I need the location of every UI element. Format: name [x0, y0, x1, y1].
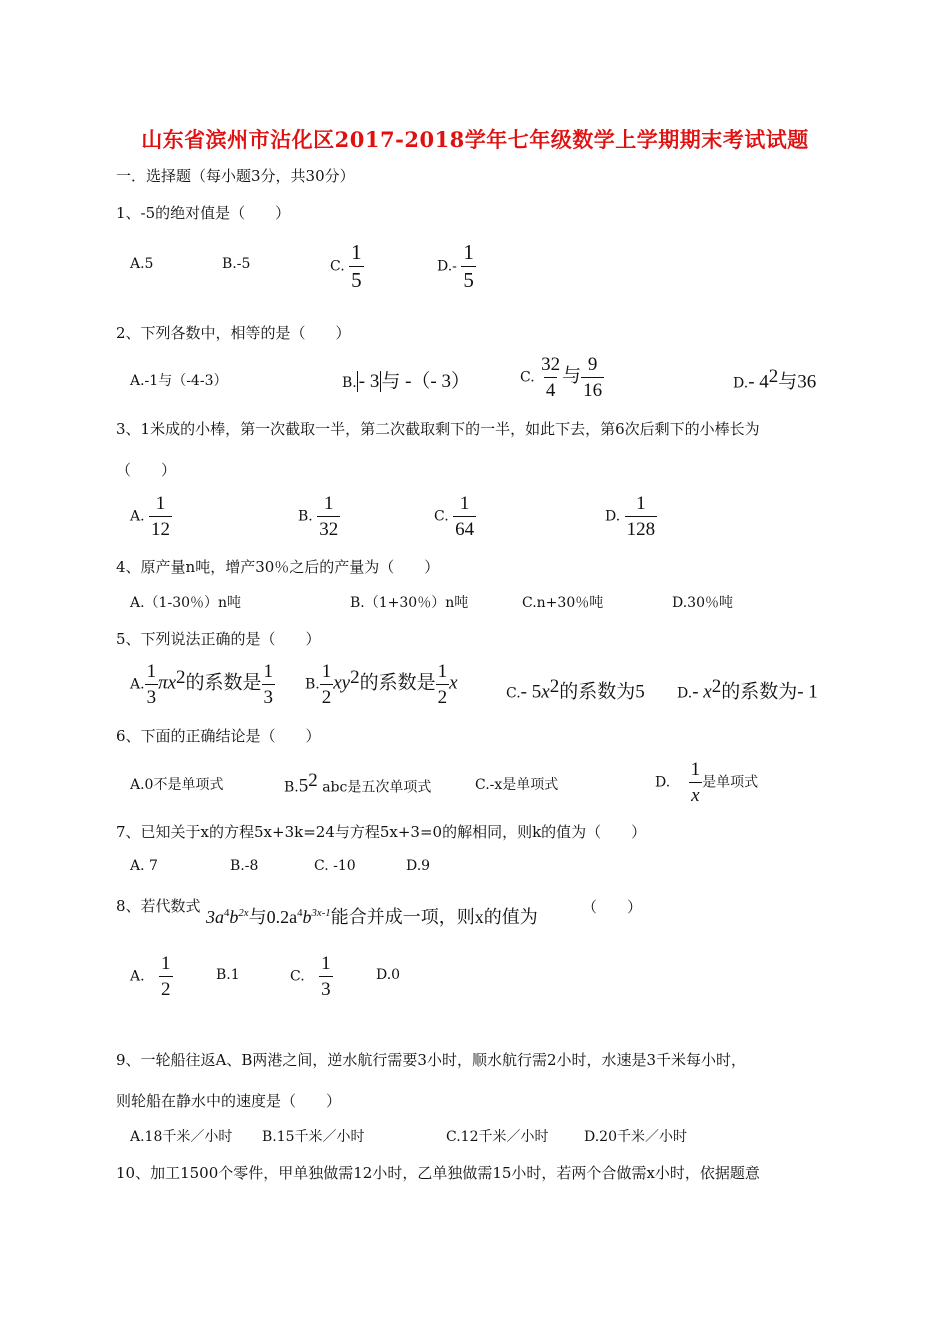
- q3-c-prefix: C.: [434, 508, 449, 525]
- question-10-stem: 10、加工1500个零件，甲单独做需12小时，乙单独做需15小时，若两个合做需x小时，依据题意: [116, 1164, 760, 1182]
- q5-option-d: [677, 676, 818, 704]
- q9-option-a: A.18千米／小时: [130, 1129, 233, 1145]
- q9-option-c: C.12千米／小时: [446, 1129, 549, 1145]
- numerator: 1: [263, 661, 274, 682]
- denominator: 5: [351, 268, 362, 292]
- question-1-stem: 1、-5的绝对值是（ ）: [116, 204, 291, 222]
- q6-d-rest: 是单项式: [702, 774, 759, 791]
- fraction: [461, 242, 476, 291]
- numerator: 1: [146, 661, 157, 682]
- q1-d-prefix: D.-: [437, 258, 457, 275]
- q5-d-coef: -: [692, 681, 704, 703]
- q5-c-var: x: [541, 681, 550, 703]
- numerator: 1: [690, 759, 701, 780]
- denominator: x: [689, 782, 701, 805]
- numerator: 1: [323, 493, 334, 514]
- term: b: [229, 907, 239, 927]
- fraction: [689, 760, 703, 805]
- absolute-value: - 3: [358, 371, 380, 392]
- q3-option-b: [298, 494, 340, 539]
- q3-option-a: [130, 494, 172, 539]
- numerator: 1: [321, 661, 332, 682]
- numerator: 32: [541, 354, 561, 375]
- q5-c-prefix: C.: [506, 685, 521, 702]
- q7-option-d: D.9: [406, 858, 431, 874]
- q8-a-prefix: A.: [130, 968, 145, 985]
- q2-b-rest: 与 -（- 3）: [381, 371, 470, 392]
- denominator: 5: [463, 268, 474, 292]
- q5-b-prefix: B.: [305, 676, 320, 693]
- numerator: 1: [636, 493, 646, 514]
- question-2-stem: 2、下列各数中，相等的是（ ）: [116, 324, 351, 342]
- section-heading: 一．选择题（每小题3分，共30分）: [116, 167, 355, 185]
- question-3-stem: 3、1米成的小棒，第一次截取一半，第二次截取剩下的一半，如此下去，第6次后剩下的小棒长为: [116, 420, 760, 438]
- q6-d-prefix: D.: [655, 774, 671, 791]
- q1-option-c: [330, 242, 364, 291]
- fraction: [159, 954, 173, 999]
- fraction: [349, 242, 364, 291]
- q7-option-a: A. 7: [130, 858, 158, 874]
- fraction: [539, 355, 562, 400]
- q5-c-text: 的系数为5: [559, 681, 645, 703]
- q2-b-prefix: B.: [342, 375, 357, 391]
- q3-option-d: [605, 494, 657, 539]
- q8-c-prefix: C.: [290, 968, 305, 985]
- q2-option-d: [733, 366, 816, 394]
- q1-option-a: A.5: [130, 256, 154, 272]
- term: 3a: [206, 907, 224, 927]
- q7-option-c: C. -10: [314, 858, 356, 874]
- term: b: [302, 907, 312, 927]
- denominator: 3: [319, 976, 333, 999]
- q5-d-var: x: [703, 681, 712, 703]
- q9-option-d: D.20千米／小时: [584, 1129, 687, 1145]
- numerator: 1: [155, 493, 166, 514]
- fraction: [262, 662, 276, 707]
- q5-option-b: [305, 662, 458, 707]
- question-9-stem-2: 则轮船在静水中的速度是（ ）: [116, 1092, 342, 1110]
- q3-option-c: [434, 494, 476, 539]
- denominator: 2: [320, 684, 334, 707]
- fraction: [320, 662, 334, 707]
- q5-b-var2: x: [449, 672, 458, 694]
- q2-c-prefix: C.: [520, 369, 535, 386]
- page-title: 山东省滨州市沾化区2017-2018学年七年级数学上学期期末考试试题: [141, 127, 809, 152]
- fraction: [436, 662, 450, 707]
- exponent: 2: [711, 676, 722, 697]
- q8-option-d: D.0: [376, 967, 401, 983]
- denominator: 3: [145, 684, 159, 707]
- exponent: 2: [308, 770, 318, 791]
- question-7-stem: 7、已知关于x的方程5x+3k=24与方程5x+3=0的解相同，则k的值为（ ）: [116, 823, 647, 841]
- q7-option-b: B.-8: [230, 858, 259, 874]
- q1-option-b: B.-5: [222, 256, 251, 272]
- fraction: [625, 494, 658, 539]
- denominator: 16: [581, 377, 604, 400]
- q5-b-var: xy: [333, 672, 351, 694]
- question-8-stem: [116, 895, 201, 916]
- q8-option-c: [290, 954, 333, 999]
- q5-c-coef: - 5: [520, 681, 542, 703]
- exponent: 2: [549, 676, 560, 697]
- q4-option-d: D.30％吨: [672, 595, 733, 611]
- exponent: 4: [224, 907, 230, 919]
- question-6-stem: 6、下面的正确结论是（ ）: [116, 727, 321, 745]
- fraction: [149, 494, 172, 539]
- q5-a-prefix: A.: [130, 676, 145, 693]
- q2-d-expr: - 4: [748, 371, 769, 393]
- q5-option-a: [130, 662, 275, 707]
- q2-option-b: [342, 366, 470, 393]
- question-3-paren: （ ）: [116, 461, 177, 479]
- denominator: 4: [544, 377, 558, 400]
- question-4-stem: 4、原产量n吨，增产30％之后的产量为（ ）: [116, 558, 440, 576]
- numerator: 1: [463, 240, 474, 264]
- fraction: [145, 662, 159, 707]
- denominator: 128: [625, 516, 658, 539]
- q5-d-prefix: D.: [677, 685, 693, 702]
- fraction: [317, 494, 340, 539]
- denominator: 2: [159, 976, 173, 999]
- q8-stem-text: 8、若代数式: [116, 897, 201, 915]
- fraction: [453, 494, 476, 539]
- exponent: 2x: [238, 907, 249, 919]
- q2-option-a: A.-1与（-4-3）: [130, 373, 228, 389]
- question-9-stem: 9、一轮船往返A、B两港之间，逆水航行需要3小时，顺水航行需2小时，水速是3千米每小时，: [116, 1051, 747, 1069]
- numerator: 1: [161, 953, 171, 974]
- q6-option-c: C.-x是单项式: [475, 777, 559, 793]
- q2-option-c: [520, 355, 604, 400]
- q3-a-prefix: A.: [130, 508, 145, 525]
- q6-b-base: 5: [298, 775, 309, 797]
- q2-d-prefix: D.: [733, 375, 749, 392]
- numerator: 1: [321, 953, 331, 974]
- q2-c-mid: 与: [562, 365, 582, 387]
- q4-option-b: B.（1+30％）n吨: [350, 595, 469, 611]
- q8-option-a: [130, 954, 173, 999]
- q5-option-c: [506, 676, 645, 704]
- denominator: 12: [149, 516, 172, 539]
- q5-a-text: 的系数是: [185, 672, 262, 694]
- q1-c-prefix: C.: [330, 258, 345, 275]
- q3-d-prefix: D.: [605, 508, 621, 525]
- exponent: 2: [768, 366, 779, 387]
- fraction: [581, 355, 604, 400]
- numerator: 9: [587, 354, 598, 375]
- exponent: 2: [176, 666, 186, 688]
- numerator: 1: [459, 493, 470, 514]
- connector: 与0.2a: [248, 907, 298, 927]
- denominator: 64: [453, 516, 476, 539]
- numerator: 1: [351, 240, 362, 264]
- denominator: 32: [317, 516, 340, 539]
- q9-option-b: B.15千米／小时: [262, 1129, 365, 1145]
- denominator: 2: [436, 684, 450, 707]
- q5-b-text: 的系数是: [359, 672, 436, 694]
- q6-option-b: [284, 770, 431, 798]
- q2-d-rest: 与36: [778, 371, 817, 393]
- q5-a-var: πx: [158, 672, 177, 694]
- q6-option-a: A.0不是单项式: [130, 777, 224, 793]
- q8-expression: [206, 903, 538, 929]
- q4-option-a: A.（1-30％）n吨: [130, 595, 242, 611]
- q6-b-prefix: B.: [284, 779, 299, 796]
- q6-option-d: [655, 760, 758, 805]
- q3-b-prefix: B.: [298, 508, 313, 525]
- fraction: [319, 954, 333, 999]
- q8-option-b: B.1: [216, 967, 240, 983]
- exponent: 4: [297, 907, 303, 919]
- exponent: 2: [350, 666, 360, 688]
- q4-option-c: C.n+30％吨: [522, 595, 604, 611]
- numerator: 1: [437, 661, 448, 682]
- exponent: 3x-1: [311, 907, 331, 919]
- question-5-stem: 5、下列说法正确的是（ ）: [116, 630, 321, 648]
- tail: 能合并成一项，则x的值为: [330, 907, 538, 927]
- q5-d-text: 的系数为- 1: [721, 681, 818, 703]
- q1-option-d: [437, 242, 476, 291]
- q6-b-rest: abc是五次单项式: [317, 779, 432, 796]
- question-8-paren: （ ）: [582, 898, 643, 916]
- denominator: 3: [262, 684, 276, 707]
